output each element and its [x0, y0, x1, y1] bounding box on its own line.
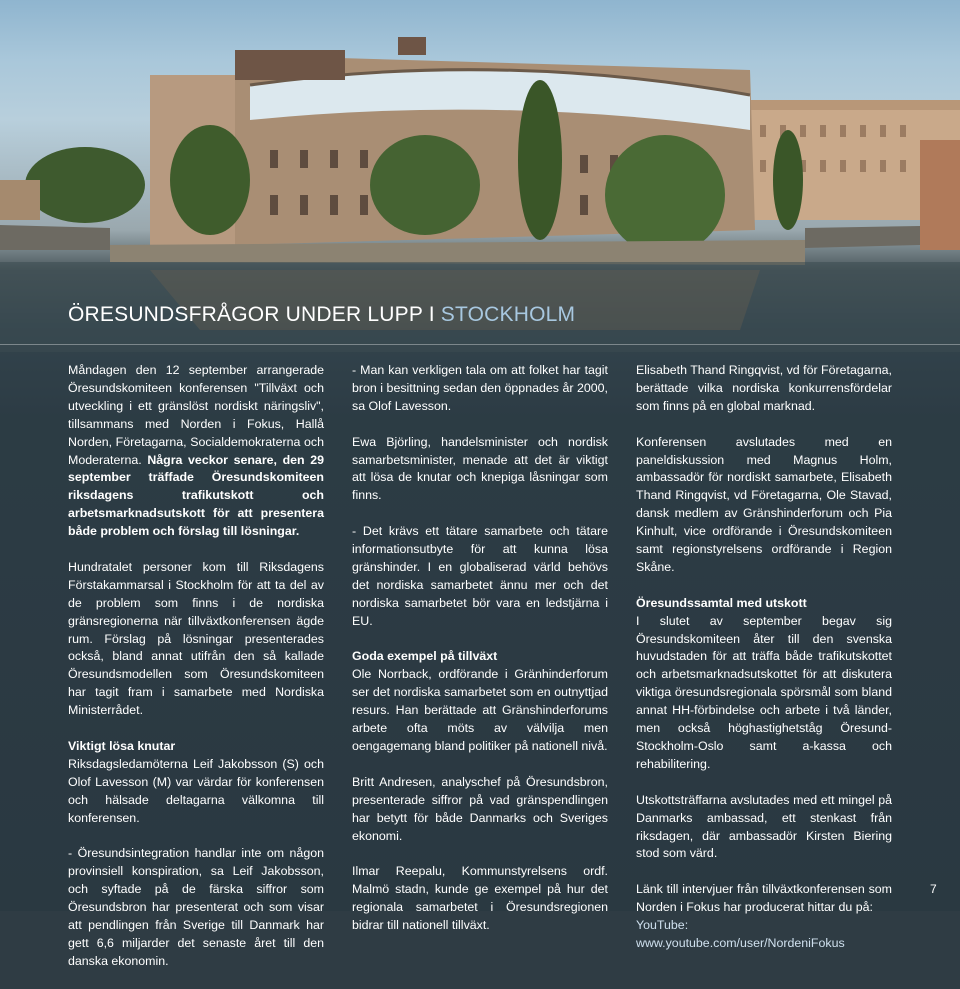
page-title — [68, 303, 575, 327]
page-number: 7 — [930, 882, 937, 896]
title-main: ÖRESUNDSFRÅGOR UNDER LUPP I — [68, 303, 441, 326]
paragraph: Riksdagsledamöterna Leif Jakobsson (S) och Olof Lavesson (M) var värdar för konferensen och hälsade deltagarna välkomna till konferensen. — [68, 756, 324, 825]
lead-text: Några veckor senare, den 29 september träffade Öresundskomiteen riksdagens trafikutskott och arbetsmarknadsutskott för att presentera både problem och förslag till lösningar. — [68, 452, 324, 539]
paragraph: Utskottsträffarna avslutades med ett mingel på Danmarks ambassad, ett stenkast från riksdagen, där ambassadör Kirsten Biering stod som värd. — [636, 792, 892, 861]
article-column-1 — [68, 362, 324, 989]
paragraph: Elisabeth Thand Ringqvist, vd för Företagarna, berättade vilka nordiska konkurrensfördelar som finns på en global marknad. — [636, 363, 892, 413]
paragraph: Ole Norrback, ordförande i Gränhinderforum ser det nordiska samarbetet som en outnyttjad resurs. Han berättade att Gränshinderforums arbete ofta möts av välvilja men oengagemang bland politiker på nationell nivå. — [352, 667, 608, 753]
paragraph: Ewa Björling, handelsminister och nordisk samarbetsminister, menade att det är viktigt att lösa de knutar och knepiga låsningar som finns. — [352, 434, 608, 503]
subheading: Öresundssamtal med utskott — [636, 595, 807, 610]
article-column-3 — [636, 362, 892, 971]
paragraph: Hundratalet personer kom till Riksdagens Förstakammarsal i Stockholm för att ta del av de problem som finns i de nordiska gränsregionerna när tillväxtkonferensen ägde rum. Förslag på lösningar presenterades också, bland annat utifrån den så kallade Öresundsmodellen som Öresundskomiteen har tagit fram i samarbete med Nordiska Ministerrådet. — [68, 559, 324, 718]
paragraph: Ilmar Reepalu, Kommunstyrelsens ordf. Malmö stadn, kunde ge exempel på hur det regionala samarbetet i Öresundsregionen bidrar till nationell tillväxt. — [352, 864, 608, 933]
intro-text: Måndagen den 12 september arrangerade Öresundskomiteen konferensen "Tillväxt och utveckling i ett gränslöst nordiskt näringsliv", tillsammans med Norden i Fokus, Hallå Norden, Företagarna, Socialdemokraterna och Moderaterna. — [68, 363, 324, 467]
youtube-link-line — [636, 917, 892, 953]
youtube-link[interactable]: YouTube: www.youtube.com/user/NordeniFokus — [636, 918, 845, 950]
subheading: Viktigt lösa knutar — [68, 739, 176, 753]
subheading: Goda exempel på tillväxt — [352, 649, 498, 664]
paragraph: - Man kan verkligen tala om att folket har tagit bron i besittning sedan den öppnades år 2000, sa Olof Lavesson. — [352, 363, 608, 413]
title-divider — [0, 344, 960, 345]
paragraph: Britt Andresen, analyschef på Öresundsbron, presenterade siffror på vad gränspendlingen har betytt för både Danmarks och Sveriges ekonomi. — [352, 774, 608, 843]
paragraph: Konferensen avslutades med en paneldiskussion med Magnus Holm, ambassadör för nordiskt samarbete, Elisabeth Thand Ringqvist, vd Företagarna, Ole Stavad, dansk medlem av Gränshinderforum och Pia Kinhult, vice ordförande i Öresundskomiteen samt regionstyrelsens ordförande i Region Skåne. — [636, 434, 892, 574]
title-accent: STOCKHOLM — [440, 303, 576, 326]
article-column-2 — [352, 362, 608, 953]
paragraph: Länk till intervjuer från tillväxtkonferensen som Norden i Fokus har producerat hittar du på: — [636, 882, 892, 915]
paragraph: I slutet av september begav sig Öresundskomiteen åter till den svenska huvudstaden för att träffa både trafikutskottet och arbetsmarknadsutskottet för att diskutera viktiga öresundsregionala spörsmål som bland annat HH-förbindelse och arbete i två länder, men också höghastighetståg Öresund- Stockholm-Oslo samt a-kassa och rehabilitering. — [636, 613, 892, 771]
paragraph: - Det krävs ett tätare samarbete och tätare informationsutbyte för att kunna lösa gränshinder. I en globaliserad värld behövs det nordiska samarbetet ännu mer och det nordiska samarbetet bör vara en ledstjärna i EU. — [352, 524, 608, 628]
paragraph — [68, 362, 324, 541]
paragraph: - Öresundsintegration handlar inte om någon provinsiell konspiration, sa Leif Jakobsson, och syftade på de färska siffror som Öresundsbron har presenterat och som visar att pendlingen från Sverige till Danmark har gett 6,6 miljarder det senaste året till den danska ekonomin. — [68, 846, 324, 968]
